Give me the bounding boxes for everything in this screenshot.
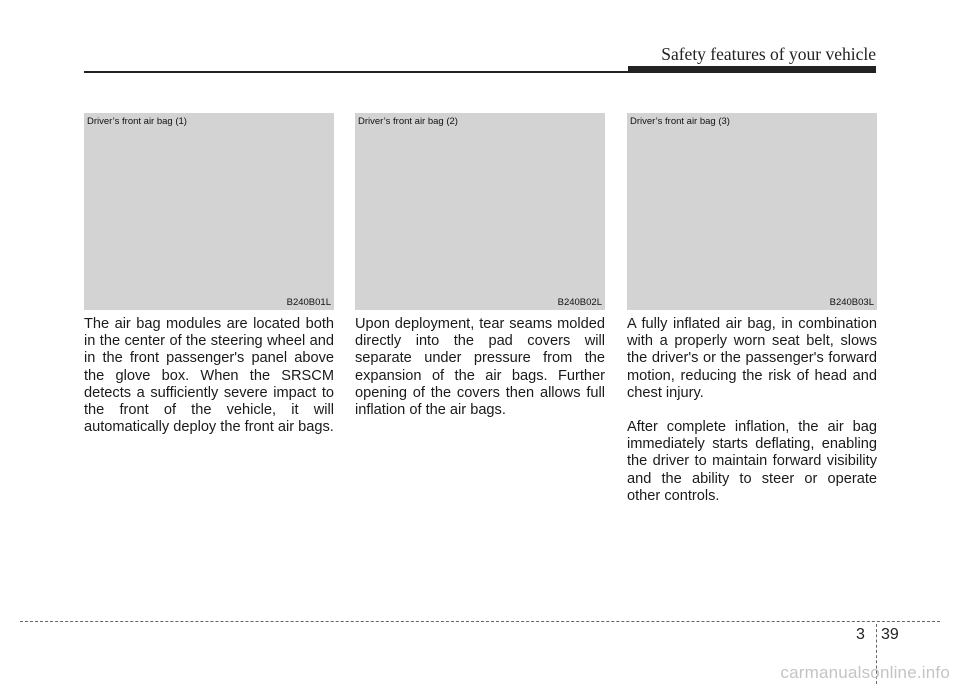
column-2-paragraph-1: Upon deployment, tear seams molded directly into the pad covers will separate under pressure from the expansion of the air bags. Further opening of the covers then allows full inflation of the air bags. bbox=[355, 316, 605, 419]
figure-1-caption: Driver’s front air bag (1) bbox=[87, 116, 187, 127]
figure-3 bbox=[627, 113, 877, 310]
figure-3-code: B240B03L bbox=[829, 297, 874, 308]
column-3-paragraph-1: A fully inflated air bag, in combination with a properly worn seat belt, slows the driver's or the passenger's forward motion, reducing the risk of head and chest injury. bbox=[627, 316, 877, 401]
figure-1 bbox=[84, 113, 334, 310]
watermark: carmanualsonline.info bbox=[780, 663, 950, 682]
figure-1-code: B240B01L bbox=[286, 297, 331, 308]
figure-2-caption: Driver’s front air bag (2) bbox=[358, 116, 458, 127]
header-rule-accent bbox=[628, 66, 876, 72]
chapter-number: 3 bbox=[856, 626, 865, 643]
figure-2-code: B240B02L bbox=[557, 297, 602, 308]
footer-divider bbox=[20, 621, 940, 622]
figure-2 bbox=[355, 113, 605, 310]
figure-3-caption: Driver’s front air bag (3) bbox=[630, 116, 730, 127]
column-3-paragraph-2: After complete inflation, the air bag immediately starts deflating, enabling the driver to maintain forward visibility and the ability to steer or operate other controls. bbox=[627, 419, 877, 504]
page-header-title: Safety features of your vehicle bbox=[661, 44, 876, 64]
column-1 bbox=[84, 113, 334, 436]
column-2 bbox=[355, 113, 605, 419]
page-number: 39 bbox=[881, 626, 899, 643]
column-1-paragraph-1: The air bag modules are located both in the center of the steering wheel and in the front passenger's panel above the glove box. When the SRSCM detects a sufficiently severe impact to the front of the vehicle, it will automatically deploy the front air bags. bbox=[84, 316, 334, 436]
column-3 bbox=[627, 113, 877, 505]
